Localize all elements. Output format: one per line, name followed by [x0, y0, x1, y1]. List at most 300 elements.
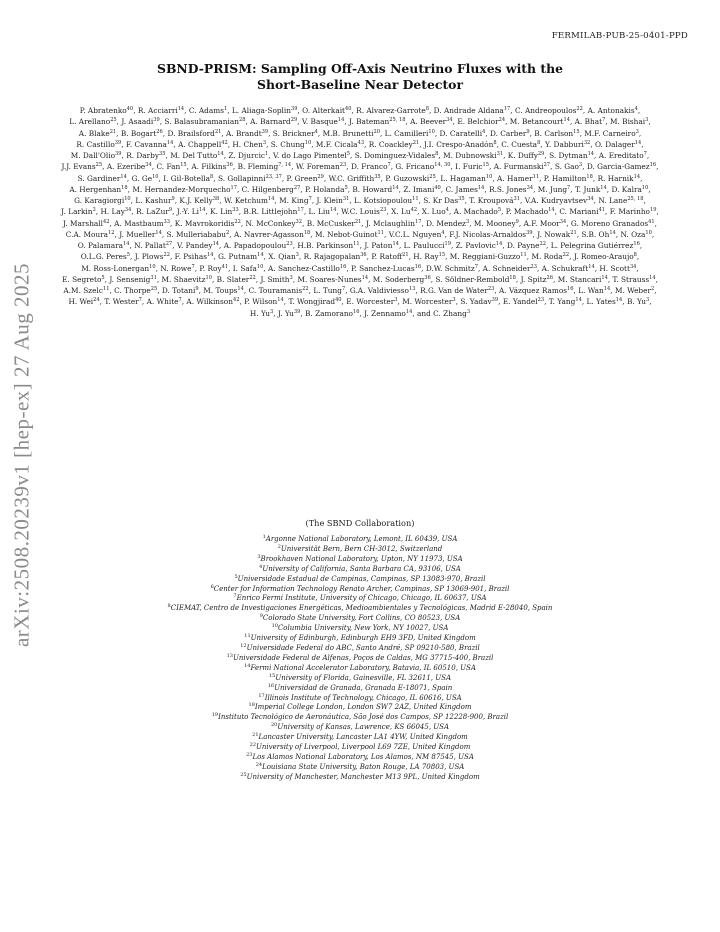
- author-name: M. Roda: [531, 252, 563, 262]
- author-affiliation-mark: 39: [261, 128, 269, 135]
- affiliation-text: Universidade Estadual de Campinas, Campinas, SP 13083-970, Brazil: [237, 574, 486, 583]
- author-entry: [440, 174, 492, 183]
- author-name: J. Klein: [316, 196, 343, 205]
- affiliation-line: [60, 733, 660, 743]
- author-name: D. Totani: [161, 286, 196, 295]
- author-entry: [599, 264, 636, 273]
- author-name: M.F. Carneiro: [584, 128, 636, 138]
- author-affiliation-mark: 14: [217, 151, 224, 157]
- author-affiliation-mark: 1: [265, 151, 269, 157]
- author-affiliation-mark: 15: [180, 162, 187, 169]
- author-entry: [445, 185, 484, 194]
- author-entry: [537, 230, 577, 239]
- author-name: A. Beever: [410, 117, 447, 127]
- author-affiliation-mark: 14: [277, 297, 284, 304]
- author-name: A. Ereditato: [598, 151, 644, 160]
- author-name: G. Putnam: [218, 252, 258, 262]
- author-name: R. Alvarez-Garrote: [356, 106, 426, 115]
- paper-title: [110, 61, 610, 93]
- author-name: V. do Lago Pimentel: [272, 151, 347, 160]
- affiliation-line: [60, 555, 660, 565]
- author-affiliation-mark: 34: [446, 117, 453, 124]
- author-entry: [551, 241, 640, 250]
- affiliation-number: 9: [259, 613, 263, 620]
- author-name: L. Aliaga-Soplin: [231, 106, 291, 115]
- author-entry: [389, 230, 445, 239]
- author-name: M. Toups: [203, 286, 238, 295]
- affiliation-text: University of Manchester, Manchester M13 9PL, United Kingdom: [246, 772, 480, 781]
- author-affiliation-mark: 25: [150, 286, 158, 292]
- author-affiliation-mark: 10: [304, 139, 312, 146]
- author-entry: [61, 207, 96, 216]
- author-name: G. Ge: [131, 173, 153, 183]
- author-entry: [351, 264, 421, 273]
- author-entry: [278, 309, 300, 318]
- author-affiliation-mark: 14: [166, 139, 174, 146]
- author-name: F.J. Nicolas-Arnaldos: [449, 229, 527, 239]
- author-entry: [80, 106, 133, 115]
- author-entry: [238, 162, 292, 171]
- author-entry: [435, 275, 516, 284]
- author-entry: [612, 275, 655, 284]
- author-name: C. Fan: [156, 162, 181, 172]
- author-affiliation-mark: 10: [205, 274, 212, 281]
- author-name: S.B. Oh: [581, 229, 610, 239]
- author-entry: [316, 140, 364, 149]
- author-entry: [62, 275, 105, 284]
- author-entry: [62, 162, 103, 171]
- author-affiliation-mark: 14: [212, 241, 220, 247]
- author-name: A. Machado: [453, 207, 498, 217]
- author-affiliation-mark: 20: [373, 128, 380, 135]
- author-name: J. Mclaughlin: [365, 218, 415, 228]
- author-affiliation-mark: 12: [108, 229, 115, 236]
- author-entry: [210, 207, 239, 216]
- author-name: S. Yadav: [460, 297, 492, 307]
- author-name: A.F. Moor: [523, 218, 560, 228]
- affiliation-text: Colorado State University, Fort Collins, CO 80523, USA: [262, 614, 461, 623]
- author-name: S. Gao: [554, 162, 579, 172]
- author-name: L. Wan: [578, 286, 604, 295]
- author-name: M. Soderberg: [372, 274, 425, 284]
- author-name: R. Coackley: [368, 139, 413, 149]
- author-entry: [71, 151, 122, 160]
- author-name: W.C. Griffith: [328, 173, 375, 183]
- author-affiliation-mark: 33: [232, 207, 239, 214]
- author-entry: [531, 252, 569, 261]
- author-entry: [364, 309, 412, 318]
- author-name: O. Palamara: [77, 241, 123, 250]
- author-affiliation-mark: 7: [308, 196, 312, 202]
- author-entry: [610, 117, 648, 126]
- author-entry: [508, 151, 545, 160]
- author-affiliation-mark: 15: [482, 162, 490, 169]
- author-entry: [351, 162, 391, 171]
- author-entry: [615, 286, 654, 295]
- author-entry: [489, 185, 533, 194]
- affiliation-number: 22: [249, 742, 257, 749]
- author-entry: [66, 230, 115, 239]
- author-affiliation-mark: 5: [497, 207, 502, 214]
- author-affiliation-mark: 22: [562, 252, 570, 259]
- author-affiliation-mark: 14: [587, 151, 595, 157]
- author-name: R.S. Jones: [489, 184, 527, 194]
- author-affiliation-mark: 23: [530, 263, 537, 270]
- author-affiliation-mark: 34: [559, 218, 567, 225]
- author-entry: [218, 174, 282, 183]
- author-entry: [460, 297, 498, 306]
- author-name: C. Andreopoulos: [514, 106, 577, 115]
- author-entry: [369, 140, 420, 149]
- affiliation-text: Universidad de Granada, Granada E-18071, Spain: [274, 683, 453, 692]
- author-entry: [163, 174, 213, 183]
- author-affiliation-mark: 2: [226, 229, 230, 236]
- author-name: S. Brickner: [272, 128, 315, 138]
- affiliation-text: Lancaster University, Lancaster LA1 4YW, United Kingdom: [258, 733, 468, 742]
- author-name: A. Blake: [78, 128, 110, 138]
- author-affiliation-mark: 32: [583, 139, 591, 146]
- author-affiliation-mark: 18: [121, 184, 128, 191]
- author-affiliation-mark: 14: [633, 173, 641, 180]
- author-affiliation-mark: 39: [153, 117, 160, 124]
- author-name: D. Kalra: [611, 184, 642, 194]
- affiliation-text: University of California, Santa Barbara CA, 93106, USA: [262, 564, 461, 573]
- affiliation-line: [60, 753, 660, 763]
- author-name: J. Larkin: [61, 207, 93, 217]
- affiliation-number: 15: [268, 672, 276, 679]
- author-entry: [79, 129, 116, 138]
- author-name: L. Paulucci: [403, 241, 445, 250]
- author-affiliation-mark: 3: [635, 128, 639, 135]
- affiliation-number: 4: [259, 563, 263, 570]
- author-name: B.R. Littlejohn: [243, 207, 298, 217]
- author-entry: [224, 196, 275, 205]
- author-name: D. Mendez: [426, 218, 466, 228]
- author-name: Y. Dabburi: [544, 139, 584, 149]
- author-affiliation-mark: 36: [424, 274, 431, 281]
- author-affiliation-mark: 10: [641, 184, 649, 191]
- author-affiliation-mark: 34: [145, 162, 152, 169]
- affiliation-number: 10: [271, 623, 278, 630]
- author-entry: [611, 185, 648, 194]
- author-affiliation-mark: 8: [493, 139, 497, 146]
- author-entry: [507, 241, 546, 250]
- author-affiliation-mark: 42: [221, 139, 228, 146]
- affiliation-line: [60, 644, 660, 654]
- author-name: P. Hamilton: [543, 173, 587, 183]
- author-entry: [515, 106, 583, 115]
- author-name: P. Green: [286, 173, 318, 183]
- author-entry: [243, 207, 303, 216]
- author-name: M. Hernandez-Morquecho: [132, 184, 231, 194]
- author-name: L. Tung: [313, 286, 342, 295]
- author-name: S. Gollapinni: [217, 173, 266, 183]
- author-affiliation-mark: 3: [465, 218, 470, 225]
- author-entry: [588, 106, 638, 115]
- author-entry: [349, 117, 405, 126]
- author-name: M. Mooney: [473, 218, 516, 228]
- affiliation-text: Illinois Institute of Technology, Chicago, IL 60616, USA: [264, 693, 462, 702]
- affiliation-line: [60, 763, 660, 773]
- author-name: R. Castillo: [76, 139, 115, 149]
- author-affiliation-mark: 16: [633, 241, 640, 247]
- author-affiliation-mark: 3: [262, 139, 267, 146]
- author-affiliation-mark: 19: [649, 207, 657, 214]
- author-name: B. Zamorano: [305, 308, 353, 318]
- affiliation-line: [60, 654, 660, 664]
- author-affiliation-mark: 11: [102, 286, 110, 292]
- author-name: B. Yu: [626, 297, 646, 307]
- author-affiliation-mark: 14: [603, 286, 611, 292]
- author-entry: [186, 297, 239, 306]
- affiliation-text: Los Alamos National Laboratory, Los Alamos, NM 87545, USA: [252, 752, 474, 761]
- author-affiliation-mark: 14: [575, 297, 582, 304]
- author-entry: [134, 241, 172, 250]
- affiliation-number: 18: [248, 702, 255, 709]
- author-affiliation-mark: 39: [115, 151, 122, 157]
- author-name: S. Gardiner: [77, 173, 121, 183]
- author-entry: [329, 174, 381, 183]
- author-entry: [199, 264, 228, 273]
- title-line-2: Short-Baseline Near Detector: [257, 77, 463, 92]
- author-affiliation-mark: 7: [191, 263, 195, 270]
- author-affiliation-mark: 10: [645, 229, 652, 236]
- author-affiliation-mark: 8: [633, 252, 637, 259]
- author-affiliation-mark: 10: [124, 196, 131, 202]
- author-name: M. King: [279, 196, 309, 205]
- author-affiliation-mark: 14: [237, 286, 244, 292]
- affiliation-text: Columbia University, New York, NY 10027, USA: [277, 624, 449, 633]
- author-affiliation-mark: 7: [387, 162, 391, 169]
- author-affiliation-mark: 9: [195, 286, 199, 292]
- affiliation-text: Center for Information Technology Renato Archer, Campinas, SP 13069-901, Brazil: [213, 584, 510, 593]
- author-name: D. Payne: [507, 241, 540, 250]
- author-entry: [109, 275, 157, 284]
- author-name: H. Lay: [100, 207, 125, 217]
- author-affiliation-mark: 14: [477, 184, 485, 191]
- affiliation-line: [60, 634, 660, 644]
- author-affiliation-mark: 4: [445, 207, 449, 214]
- affiliation-line: [60, 743, 660, 753]
- author-affiliation-mark: 10: [152, 173, 159, 180]
- author-name: G. Karagiorgi: [74, 196, 125, 205]
- author-name: A. Sanchez-Castillo: [268, 263, 340, 273]
- author-affiliation-mark: 3: [295, 252, 299, 259]
- author-entry: [454, 207, 501, 216]
- author-name: K.J. Kelly: [179, 196, 213, 205]
- author-entry: [302, 106, 351, 115]
- author-entry: [297, 241, 359, 250]
- author-name: M. Betancourt: [509, 117, 564, 127]
- author-name: R.G. Van de Water: [420, 286, 488, 295]
- author-affiliation-mark: 36: [226, 162, 233, 169]
- author-name: J. Yu: [277, 308, 294, 318]
- author-name: Z. Imani: [403, 184, 435, 194]
- author-affiliation-mark: 18: [509, 274, 516, 281]
- author-name: T. Kroupová: [469, 196, 514, 205]
- author-entry: [189, 106, 227, 115]
- author-affiliation-mark: 38: [212, 196, 220, 202]
- author-name: J. Asaadi: [121, 117, 154, 127]
- author-entry: [135, 252, 170, 261]
- author-name: K. Lin: [210, 207, 233, 217]
- author-entry: [63, 219, 110, 228]
- author-affiliation-mark: 14: [155, 229, 162, 236]
- author-affiliation-mark: 14: [177, 106, 185, 112]
- author-entry: [288, 297, 341, 306]
- affiliation-text: Enrico Fermi Institute, University of Chicago, Chicago, IL 60637, USA: [236, 594, 487, 603]
- author-entry: [402, 297, 455, 306]
- author-affiliation-mark: 31: [150, 274, 157, 281]
- affiliation-number: 23: [246, 751, 253, 758]
- author-affiliation-mark: 42: [103, 218, 110, 225]
- author-entry: [81, 252, 130, 261]
- author-name: J. Smith: [260, 274, 290, 284]
- author-entry: [167, 230, 230, 239]
- author-entry: [354, 196, 419, 205]
- author-name: N. Lane: [598, 196, 628, 205]
- author-affiliation-mark: 7: [474, 263, 478, 270]
- author-affiliation-mark: 1: [224, 106, 228, 112]
- author-name: M. Shaevitz: [161, 274, 206, 284]
- affiliation-line: [60, 694, 660, 704]
- author-entry: [156, 162, 186, 171]
- author-affiliation-mark: 10: [428, 128, 435, 135]
- author-entry: [443, 151, 503, 160]
- affiliation-line: [60, 604, 660, 614]
- author-affiliation-mark: 3: [578, 162, 583, 169]
- author-entry: [391, 207, 417, 216]
- author-affiliation-mark: 3: [269, 308, 274, 315]
- author-name: L. Kotsiopoulou: [354, 196, 413, 205]
- affiliation-number: 12: [240, 642, 247, 649]
- author-entry: [524, 219, 567, 228]
- author-entry: [420, 286, 494, 295]
- author-name: E. Worcester: [346, 297, 395, 307]
- author-entry: [104, 297, 142, 306]
- author-affiliation-mark: 7: [178, 297, 182, 304]
- author-name: P. Guzowski: [385, 173, 430, 183]
- author-entry: [542, 264, 595, 273]
- author-name: C. Adams: [188, 106, 224, 115]
- author-entry: [273, 151, 350, 160]
- author-entry: [350, 286, 416, 295]
- affiliation-text: Universität Bern, Bern CH-3012, Switzerland: [280, 544, 443, 553]
- author-affiliation-mark: 14: [198, 207, 206, 214]
- author-name: B. Fleming: [237, 162, 279, 172]
- author-affiliation-mark: 18: [303, 229, 311, 236]
- author-affiliation-mark: 23: [487, 286, 495, 292]
- author-affiliation-mark: 27: [165, 241, 173, 247]
- author-name: A.M. Szelc: [63, 286, 103, 295]
- author-affiliation-mark: 3: [394, 297, 398, 304]
- author-name: A. Brandt: [226, 128, 262, 138]
- author-affiliation-mark: 10: [256, 263, 264, 270]
- affiliation-line: [60, 674, 660, 684]
- author-affiliation-mark: 25, 18: [627, 196, 644, 202]
- author-name: H. Yu: [249, 308, 270, 318]
- author-affiliation-mark: 5: [346, 151, 351, 157]
- author-entry: [119, 230, 162, 239]
- author-entry: [273, 129, 318, 138]
- author-name: C.A. Moura: [65, 229, 109, 239]
- author-affiliation-mark: 14: [634, 139, 642, 146]
- author-entry: [114, 219, 170, 228]
- author-name: J.I. Crespo-Anadón: [423, 139, 494, 149]
- author-affiliation-mark: 40: [434, 184, 441, 191]
- author-name: B. Howard: [352, 184, 393, 194]
- author-affiliation-mark: 4: [634, 106, 638, 112]
- author-affiliation-mark: 22: [302, 286, 309, 292]
- author-affiliation-mark: 14: [405, 308, 413, 315]
- author-entry: [404, 241, 451, 250]
- author-entry: [538, 185, 571, 194]
- author-affiliation-mark: 16: [352, 308, 360, 315]
- author-affiliation-mark: 41: [221, 263, 229, 270]
- author-affiliation-mark: 24: [93, 297, 100, 304]
- author-entry: [175, 252, 214, 261]
- author-name: H.B. Parkinson: [297, 241, 354, 250]
- author-entry: [456, 241, 503, 250]
- author-affiliation-mark: 16: [649, 162, 657, 169]
- author-affiliation-mark: 8: [425, 106, 429, 112]
- arxiv-stamp: arXiv:2508.20239v1 [hep-ex] 27 Aug 2025: [9, 262, 34, 648]
- author-name: G. Moreno Granados: [570, 218, 649, 228]
- author-affiliation-mark: 24: [498, 117, 506, 124]
- author-affiliation-mark: 14: [123, 241, 130, 247]
- author-entry: [341, 207, 386, 216]
- author-name: R. Acciarri: [137, 106, 178, 115]
- author-name: S. Söldner-Rembold: [435, 274, 510, 284]
- author-affiliation-mark: 14: [495, 241, 503, 247]
- author-entry: [366, 219, 421, 228]
- author-entry: [599, 151, 647, 160]
- author-name: A. Filkins: [191, 162, 227, 172]
- author-entry: [121, 117, 159, 126]
- author-name: X. Qian: [268, 252, 296, 262]
- author-affiliation-mark: 34: [526, 184, 534, 191]
- author-entry: [574, 252, 637, 261]
- affiliation-line: [60, 684, 660, 694]
- author-affiliation-mark: 32: [295, 218, 303, 225]
- author-entry: [114, 286, 157, 295]
- author-affiliation-mark: 40: [345, 106, 352, 112]
- author-name: C. Zhang: [433, 308, 467, 318]
- affiliation-number: 16: [267, 682, 275, 689]
- author-entry: [356, 106, 429, 115]
- author-name: L. Arellano: [69, 117, 111, 127]
- author-entry: [395, 162, 450, 171]
- author-entry: [598, 174, 641, 183]
- author-affiliation-mark: 25: [429, 173, 436, 180]
- author-affiliation-mark: 21: [570, 229, 577, 236]
- author-name: C. Hilgenberg: [241, 184, 294, 194]
- author-affiliation-mark: 34: [629, 263, 637, 270]
- author-name: C. Touramanis: [248, 286, 303, 295]
- author-name: E. Segreto: [62, 274, 102, 284]
- author-name: M. Nebot-Guinot: [314, 229, 378, 239]
- author-entry: [506, 207, 555, 216]
- author-entry: [373, 275, 431, 284]
- author-entry: [162, 275, 212, 284]
- author-entry: [228, 151, 268, 160]
- author-affiliation-mark: 14: [392, 241, 399, 247]
- author-affiliation-mark: 3: [466, 308, 471, 315]
- author-name: L. Camilleri: [384, 128, 429, 138]
- author-name: M. Del Tutto: [170, 151, 218, 160]
- author-entry: [581, 230, 615, 239]
- author-affiliation-mark: 39: [526, 229, 533, 236]
